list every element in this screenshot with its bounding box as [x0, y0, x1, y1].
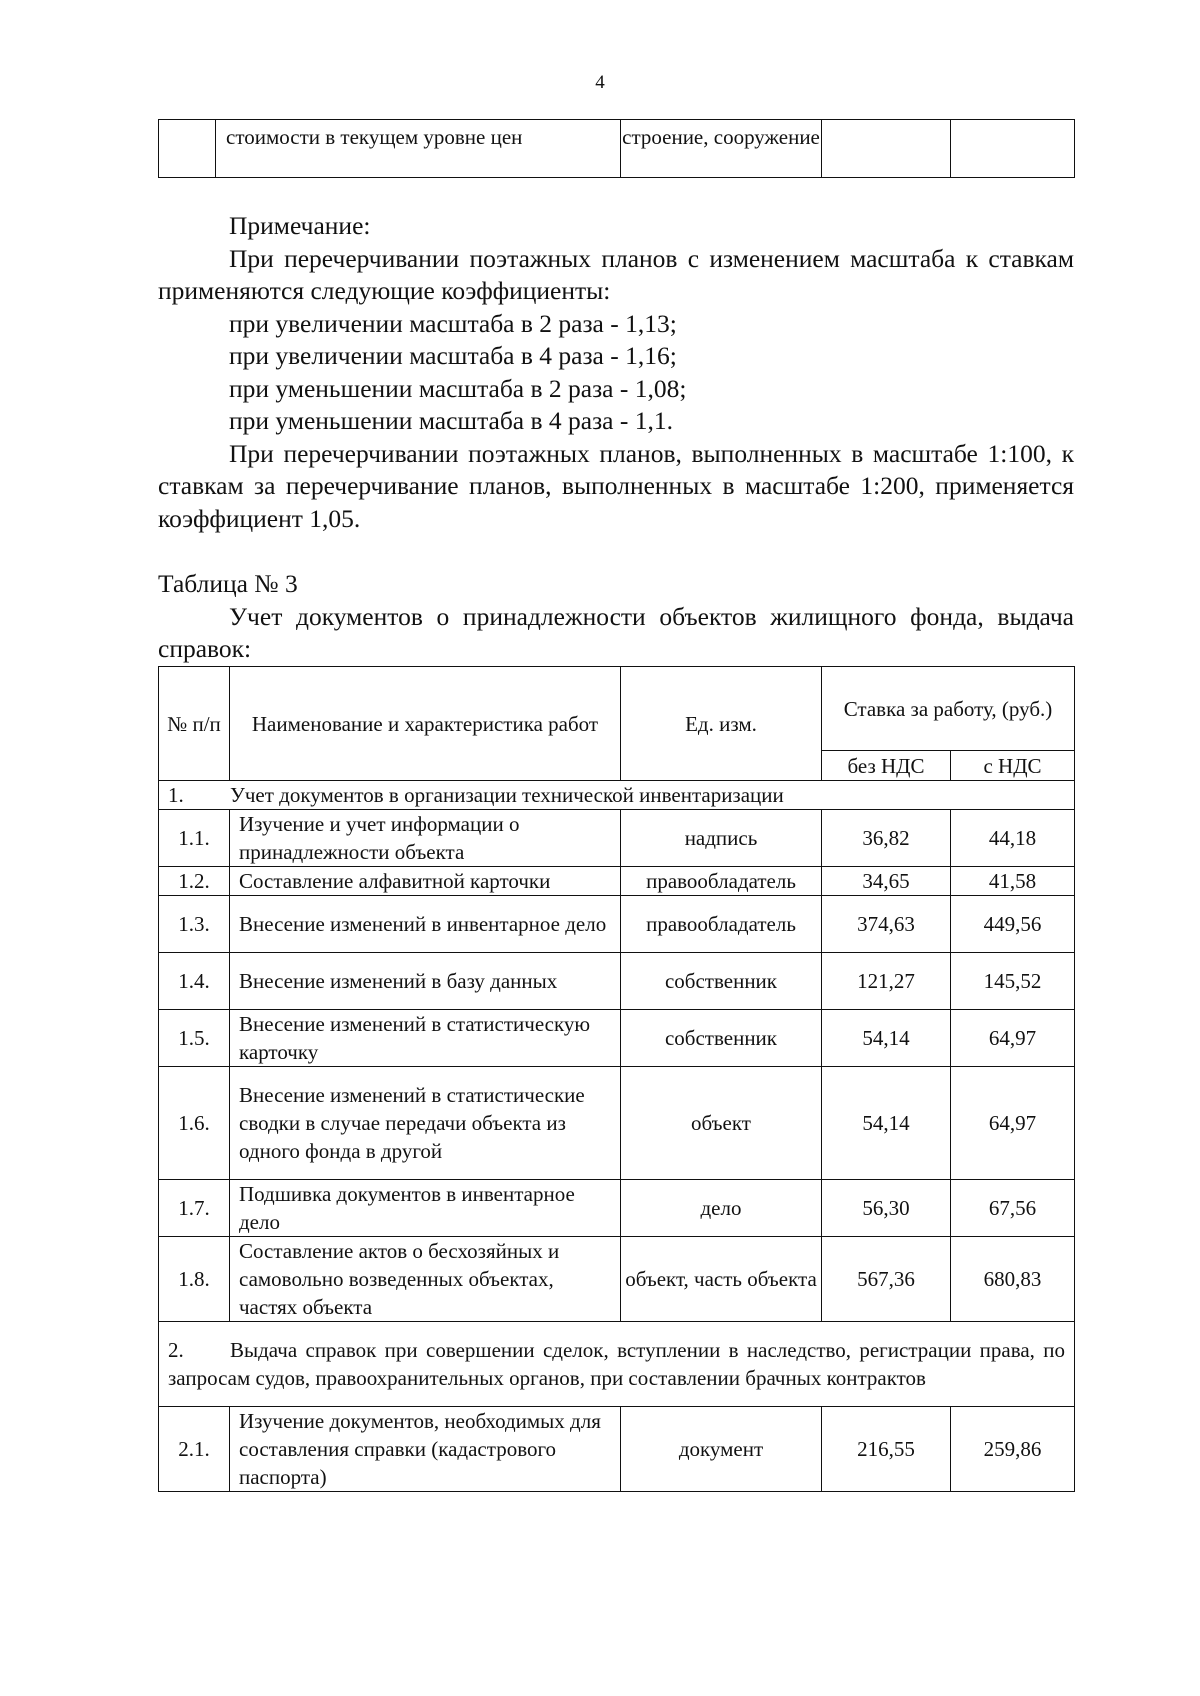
table-row — [159, 867, 1075, 896]
row-unit: объект, часть объекта — [621, 1237, 822, 1322]
row-name: Изучение и учет информации о принадлежности объекта — [230, 810, 621, 867]
row-number: 1.5. — [159, 1010, 230, 1067]
row-price-no-vat: 567,36 — [822, 1237, 951, 1322]
row-price-vat — [951, 120, 1075, 178]
header-name: Наименование и характеристика работ — [230, 667, 621, 781]
note-coefficient: при увеличении масштаба в 4 раза - 1,16; — [229, 341, 677, 370]
row-name: Внесение изменений в статистическую карточку — [230, 1010, 621, 1067]
table-heading — [158, 568, 1074, 666]
note-title: Примечание: — [229, 211, 371, 240]
section-number: 1. — [168, 783, 184, 807]
note-coefficient: при увеличении масштаба в 2 раза - 1,13; — [229, 308, 677, 338]
row-price-vat: 64,97 — [951, 1010, 1075, 1067]
row-name: Изучение документов, необходимых для составления справки (кадастрового паспорта) — [230, 1407, 621, 1492]
row-unit: дело — [621, 1180, 822, 1237]
row-name: Внесение изменений в базу данных — [230, 953, 621, 1010]
header-rate: Ставка за работу, (руб.) — [822, 667, 1075, 751]
row-unit: документ — [621, 1407, 822, 1492]
table-row — [159, 1067, 1075, 1180]
row-unit: собственник — [621, 1010, 822, 1067]
row-price-vat: 64,97 — [951, 1067, 1075, 1180]
row-unit: собственник — [621, 953, 822, 1010]
rates-table — [158, 666, 1075, 1492]
row-name: Внесение изменений в статистические сводки в случае передачи объекта из одного фонда в другой — [230, 1067, 621, 1180]
row-name: стоимости в текущем уровне цен — [216, 120, 621, 178]
table-title: Учет документов о принадлежности объектов жилищного фонда, выдача справок: — [158, 601, 1074, 663]
row-price-no-vat: 36,82 — [822, 810, 951, 867]
row-number — [159, 120, 216, 178]
row-number: 1.4. — [159, 953, 230, 1010]
row-name: Подшивка документов в инвентарное дело — [230, 1180, 621, 1237]
row-unit: правообладатель — [621, 867, 822, 896]
row-name: Составление алфавитной карточки — [230, 867, 621, 896]
table-caption: Таблица № 3 — [158, 569, 298, 598]
page-number: 4 — [595, 72, 605, 93]
row-price-no-vat — [822, 120, 951, 178]
row-price-vat: 67,56 — [951, 1180, 1075, 1237]
row-price-vat: 449,56 — [951, 896, 1075, 953]
row-price-no-vat: 374,63 — [822, 896, 951, 953]
row-number: 1.6. — [159, 1067, 230, 1180]
row-price-vat: 680,83 — [951, 1237, 1075, 1322]
table-row — [159, 810, 1075, 867]
row-price-vat: 41,58 — [951, 867, 1075, 896]
section-row — [159, 1322, 1075, 1407]
table-row — [159, 896, 1075, 953]
section-row — [159, 781, 1075, 810]
table-row — [159, 1010, 1075, 1067]
header-unit: Ед. изм. — [621, 667, 822, 781]
note-coefficient: при уменьшении масштаба в 4 раза - 1,1. — [229, 406, 673, 435]
note-extra: При перечерчивании поэтажных планов, выполненных в масштабе 1:100, к ставкам за перечерчивание планов, выполненных в масштабе 1:200, применяется коэффициент 1,05. — [158, 438, 1074, 533]
table-row — [159, 1180, 1075, 1237]
row-number: 1.2. — [159, 867, 230, 896]
table-row — [159, 1237, 1075, 1322]
continued-table — [158, 119, 1075, 178]
row-number: 1.1. — [159, 810, 230, 867]
note-block — [158, 210, 1074, 535]
row-unit: правообладатель — [621, 896, 822, 953]
row-price-no-vat: 56,30 — [822, 1180, 951, 1237]
table-row — [159, 1407, 1075, 1492]
row-number: 1.3. — [159, 896, 230, 953]
header-row — [159, 667, 1075, 751]
row-price-no-vat: 54,14 — [822, 1010, 951, 1067]
row-price-no-vat: 34,65 — [822, 867, 951, 896]
row-price-no-vat: 216,55 — [822, 1407, 951, 1492]
note-coefficient: при уменьшении масштаба в 2 раза - 1,08; — [229, 373, 687, 403]
row-number: 2.1. — [159, 1407, 230, 1492]
row-unit: надпись — [621, 810, 822, 867]
row-price-no-vat: 54,14 — [822, 1067, 951, 1180]
row-number: 1.7. — [159, 1180, 230, 1237]
row-number: 1.8. — [159, 1237, 230, 1322]
section-text: Выдача справок при совершении сделок, вступлении в наследство, регистрации права, по запросам судов, правоохранительных органов, при составлении брачных контрактов — [168, 1338, 1065, 1390]
row-unit: объект — [621, 1067, 822, 1180]
table-row — [159, 120, 1075, 178]
header-vat: с НДС — [951, 751, 1075, 781]
section-title — [159, 781, 1075, 810]
section-number: 2. — [168, 1338, 184, 1362]
row-name: Внесение изменений в инвентарное дело — [230, 896, 621, 953]
header-no-vat: без НДС — [822, 751, 951, 781]
note-intro: При перечерчивании поэтажных планов с изменением масштаба к ставкам применяются следующие коэффициенты: — [158, 243, 1074, 305]
row-price-no-vat: 121,27 — [822, 953, 951, 1010]
header-num: № п/п — [159, 667, 230, 781]
row-unit: строение, сооружение — [621, 120, 822, 178]
row-price-vat: 145,52 — [951, 953, 1075, 1010]
section-title — [159, 1322, 1075, 1407]
row-name: Составление актов о бесхозяйных и самовольно возведенных объектах, частях объекта — [230, 1237, 621, 1322]
row-price-vat: 44,18 — [951, 810, 1075, 867]
table-row — [159, 953, 1075, 1010]
row-price-vat: 259,86 — [951, 1407, 1075, 1492]
section-text: Учет документов в организации технической инвентаризации — [230, 783, 784, 807]
